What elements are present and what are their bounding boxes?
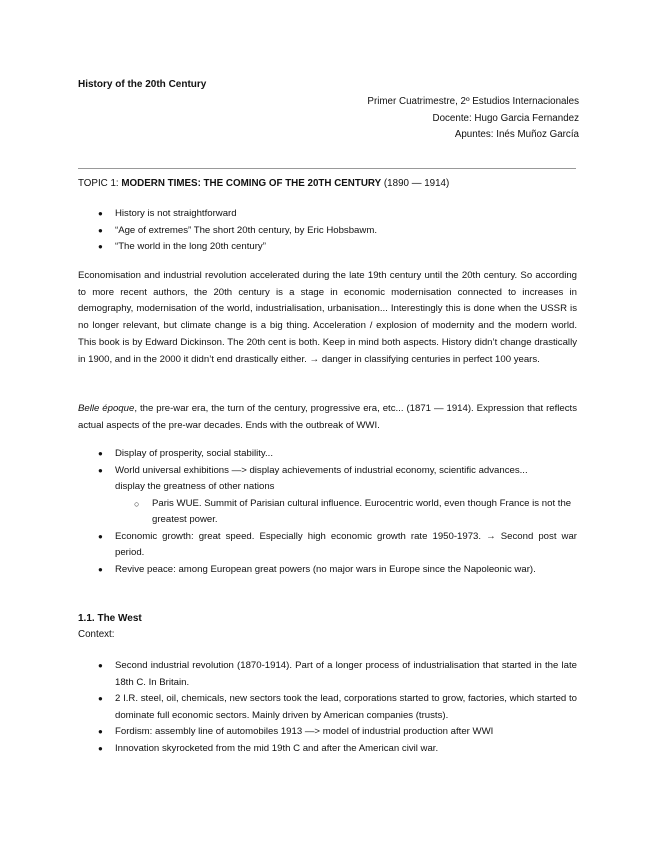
topic-dates: (1890 — 1914) <box>381 178 450 189</box>
list-item: ● Economic growth: great speed. Especially high economic growth rate 1950-1973. → Second post war period. <box>98 530 577 558</box>
list-item: ● Second industrial revolution (1870-1914). Part of a longer process of industrialisation that started in the late 18th C. In Britain. <box>98 660 577 688</box>
document-title: History of the 20th Century <box>78 79 207 90</box>
topic-prefix: TOPIC 1: <box>78 178 122 189</box>
list-item: ○ Paris WUE. Summit of Parisian cultural influence. Eurocentric world, even though France is not the greatest power. <box>134 497 572 525</box>
bullet-icon: ● <box>98 465 103 475</box>
bullet-icon: ● <box>98 694 103 703</box>
bullet-icon: ● <box>98 531 103 541</box>
notes-author-line: Apuntes: Inés Muñoz García <box>454 129 579 140</box>
bullet-icon: ● <box>98 743 103 753</box>
paragraph-economisation: Economisation and industrial revolution accelerated during the late 19th century until the 20th century. So according to more recent authors, the 20th century is a stage in economic modernisation connected to increases in demography, modernisation of the world, industrialisation, urbanisation... Interestingly this is done when the USSR is no longer relevant, but climate change is a big thing. Acceleration / explosion of modernity and the modern world. This book is by Edward Dickinson. The 20th cent is both. Keep in mind both aspects. History didn’t change drastically in 1900, and in the 2000 it didn’t end drastically either. → danger in classifying centuries in perfect 100 years. <box>78 270 577 365</box>
list-item: ● 2 I.R. steel, oil, chemicals, new sectors took the lead, corporations started to grow, factories, which started to dominate full economic sectors. Mainly driven by American companies (trusts). <box>98 693 577 721</box>
section-heading <box>78 613 142 624</box>
context-label: Context: <box>78 629 115 640</box>
section-title: The West <box>94 613 142 624</box>
bullet-icon: ● <box>98 209 103 218</box>
belle-epoque-term: Belle époque <box>78 403 135 414</box>
sub-bullet-list <box>115 496 572 529</box>
course-line: Primer Cuatrimestre, 2º Estudios Internacionales <box>367 96 579 107</box>
section-number: 1.1. <box>78 613 95 624</box>
list-item: ● Display of prosperity, social stability... <box>78 446 577 463</box>
belle-epoque-bullet-list <box>78 446 577 578</box>
horizontal-divider <box>78 168 576 169</box>
paragraph-belle-epoque: Belle époque, the pre-war era, the turn of the century, progressive era, etc... (1871 — 1914). Expression that reflects actual aspects of the pre-war decades. Ends with the outbreak of WWI. <box>78 403 577 431</box>
list-item: ● “Age of extremes” The short 20th century, by Eric Hobsbawm. <box>78 223 577 240</box>
sub-bullet-icon: ○ <box>134 498 140 509</box>
bullet-icon: ● <box>98 242 103 251</box>
bullet-icon: ● <box>98 449 103 458</box>
list-item: ● Fordism: assembly line of automobiles 1913 —> model of industrial production after WWI <box>78 724 577 741</box>
teacher-line: Docente: Hugo Garcia Fernandez <box>432 113 579 124</box>
list-item: ● Innovation skyrocketed from the mid 19th C and after the American civil war. <box>78 741 577 758</box>
list-item: ● “The world in the long 20th century” <box>78 239 577 256</box>
topic-heading <box>78 178 449 189</box>
list-item: ● Revive peace: among European great powers (no major wars in Europe since the Napoleonic war). <box>78 562 577 579</box>
list-item: ● World universal exhibitions —> display achievements of industrial economy, scientific advances... display the greatness of other nations ○ Paris WUE. Summit of Parisian cultural influence. Eurocentric world, even though France is not the greatest power. <box>78 463 577 529</box>
bullet-icon: ● <box>98 661 103 670</box>
topic-title: MODERN TIMES: THE COMING OF THE 20TH CENTURY <box>121 178 382 189</box>
intro-bullet-list <box>78 206 577 256</box>
bullet-icon: ● <box>98 727 103 736</box>
list-item: ● History is not straightforward <box>78 206 577 223</box>
bullet-icon: ● <box>98 225 103 235</box>
bullet-icon: ● <box>98 564 103 574</box>
west-bullet-list <box>78 658 577 757</box>
